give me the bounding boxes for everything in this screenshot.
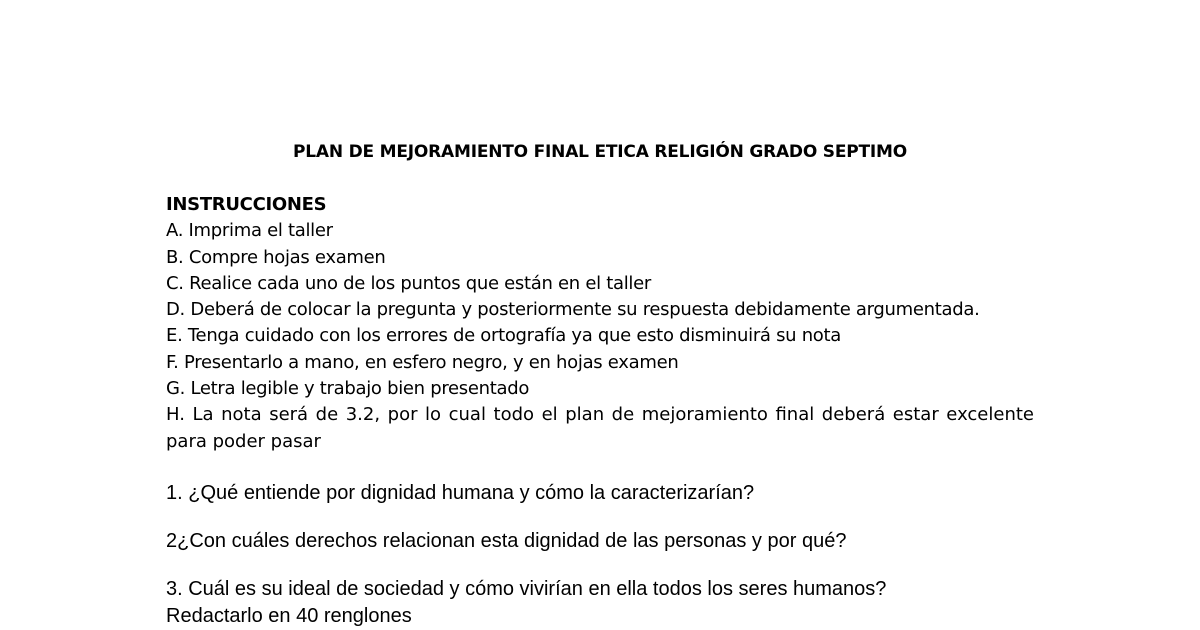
question-1: 1. ¿Qué entiende por dignidad humana y cómo la caracterizarían? <box>166 482 755 504</box>
question-2: 2¿Con cuáles derechos relacionan esta dignidad de las personas y por qué? <box>166 530 847 552</box>
instructions-section <box>166 192 1034 455</box>
question-3 <box>166 576 1066 630</box>
instruction-item-a: A. Imprima el taller <box>166 220 333 242</box>
document-title: PLAN DE MEJORAMIENTO FINAL ETICA RELIGIÓN GRADO SEPTIMO <box>292 142 908 162</box>
instruction-item-f: F. Presentarlo a mano, en esfero negro, y en hojas examen <box>166 351 679 373</box>
instruction-item-e: E. Tenga cuidado con los errores de ortografía ya que esto disminuirá su nota <box>166 325 841 347</box>
question-3-subtext: Redactarlo en 40 renglones <box>166 605 412 627</box>
instruction-item-b: B. Compre hojas examen <box>166 246 386 268</box>
instructions-heading: INSTRUCCIONES <box>166 194 327 215</box>
instruction-item-g: G. Letra legible y trabajo bien presentado <box>166 378 530 400</box>
instruction-item-d: D. Deberá de colocar la pregunta y posteriormente su respuesta debidamente argumentada. <box>166 299 980 321</box>
question-3-text: 3. Cuál es su ideal de sociedad y cómo vivirían en ella todos los seres humanos? <box>166 578 887 600</box>
instruction-item-c: C. Realice cada uno de los puntos que están en el taller <box>166 272 651 294</box>
instruction-item-h: H. La nota será de 3.2, por lo cual todo el plan de mejoramiento final deberá estar excelente para poder pasar <box>166 404 1034 452</box>
